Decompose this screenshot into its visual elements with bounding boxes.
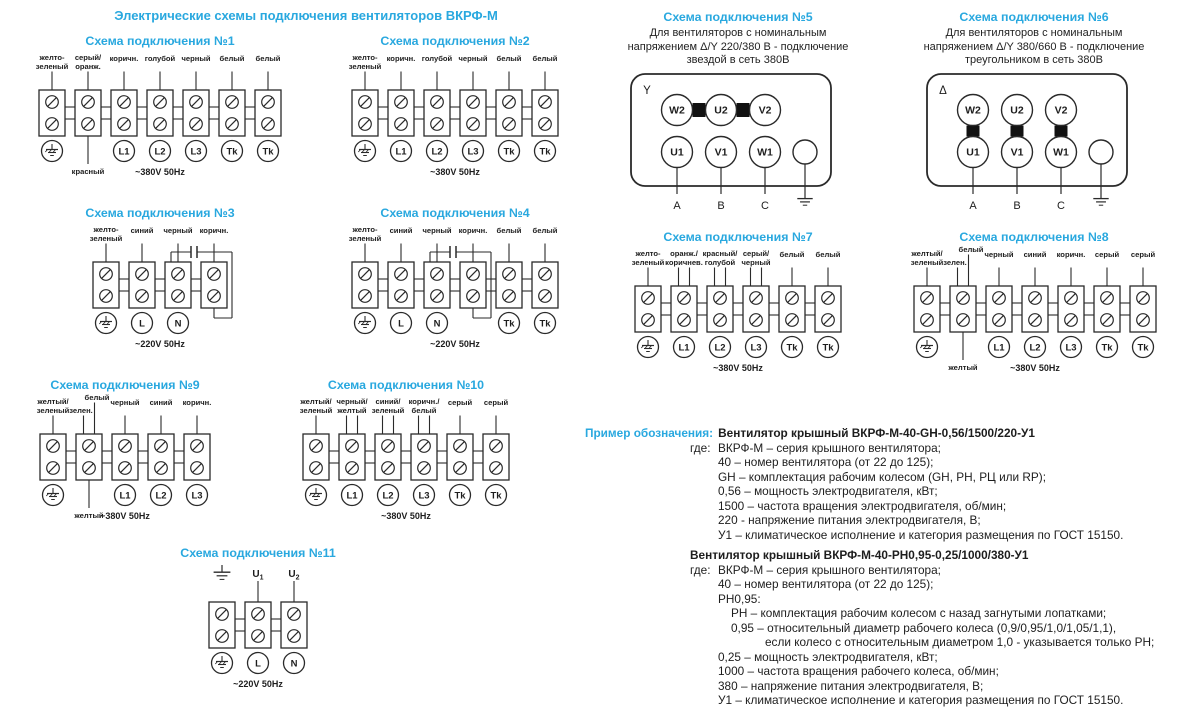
terminal-label: L1 xyxy=(993,342,1005,354)
terminal-label: L2 xyxy=(382,490,394,502)
wire-label: желто- xyxy=(352,53,378,62)
wire-label: черный/ xyxy=(336,397,368,406)
wire-label: черный xyxy=(163,226,193,235)
wire-label: белый xyxy=(779,250,805,259)
scheme-4-svg xyxy=(324,222,586,358)
scheme-6 xyxy=(886,10,1182,220)
voltage-label: ~220V 50Hz xyxy=(135,339,185,349)
example-line-text: 220 - напряжение питания электродвигателя, В; xyxy=(718,513,981,527)
scheme-9-diagram xyxy=(0,394,250,530)
example-line xyxy=(585,577,1184,592)
wire-label: желто- xyxy=(39,53,65,62)
wire-label: черный xyxy=(181,54,211,63)
scheme-9-svg xyxy=(12,394,238,530)
wire-label: белый xyxy=(411,406,437,415)
jumper-bar xyxy=(1011,125,1024,136)
terminal-label: L xyxy=(139,318,145,330)
motor-terminal-label: U2 xyxy=(1010,104,1024,116)
example-line xyxy=(585,679,1184,694)
example-line-text: GH – комплектация рабочим колесом (GH, РН, РЦ или RP); xyxy=(718,469,1046,484)
wire-label: желтый xyxy=(337,406,367,415)
example-1-lines xyxy=(585,441,1184,543)
wire-label: желтый/ xyxy=(911,249,943,258)
motor-terminal-box xyxy=(631,74,831,186)
designation-example xyxy=(585,426,1184,708)
scheme-9 xyxy=(0,378,250,530)
wire-label: оранж./ xyxy=(670,249,698,258)
terminal-label: Tk xyxy=(454,490,466,502)
wire-label: белый xyxy=(532,54,558,63)
example-2-title: Вентилятор крышный ВКРФ-М-40-РН0,95-0,25/1000/380-У1 xyxy=(690,548,1029,562)
jumper-bar xyxy=(737,103,750,117)
terminal-label: Tk xyxy=(1101,342,1113,354)
scheme-1-diagram xyxy=(8,50,312,186)
voltage-label: ~380V 50Hz xyxy=(430,167,480,177)
motor-terminal-label: V2 xyxy=(1054,104,1068,116)
motor-terminal-label: W2 xyxy=(965,104,981,116)
example-line xyxy=(585,455,1184,470)
scheme-2-title: Схема подключения №2 xyxy=(380,34,530,48)
motor-terminal-label: U2 xyxy=(714,104,728,116)
terminal-label: L3 xyxy=(190,146,202,158)
scheme-8-svg xyxy=(886,246,1184,382)
example-line-text: если колесо с относительным диаметром 1,0 - указывается только РН; xyxy=(765,635,1155,649)
scheme-6-svg xyxy=(889,70,1179,220)
example-line-prefix: где: xyxy=(690,440,711,455)
example-line xyxy=(585,693,1184,708)
wire-label: желто- xyxy=(93,225,119,234)
wire-label: белый xyxy=(84,394,110,402)
example-1-title: Вентилятор крышный ВКРФ-М-40-GH-0,56/1500/220-У1 xyxy=(718,426,1035,440)
wire-label: голубой xyxy=(421,54,453,63)
scheme-2 xyxy=(312,34,598,186)
scheme-6-diagram xyxy=(886,70,1182,220)
ground-terminal-icon xyxy=(306,485,327,506)
wire-label: желто- xyxy=(352,225,378,234)
terminal-label: L1 xyxy=(119,490,131,502)
subtitle-line: напряжением Δ/Y 220/380 В - подключение xyxy=(627,40,849,53)
wire-label: зеленый xyxy=(36,406,70,415)
example-line xyxy=(585,664,1184,679)
terminal-label: L xyxy=(398,318,404,330)
terminal-label: L1 xyxy=(346,490,358,502)
motor-terminal-label: U1 xyxy=(966,146,980,158)
example-line xyxy=(585,606,1184,621)
terminal-circle-unlabeled xyxy=(793,140,817,164)
ground-terminal-icon xyxy=(917,337,938,358)
scheme-7-title: Схема подключения №7 xyxy=(663,230,813,244)
scheme-7 xyxy=(590,230,886,382)
example-line xyxy=(585,650,1184,665)
scheme-7-diagram xyxy=(590,246,886,382)
terminal-circle-unlabeled xyxy=(1089,140,1113,164)
scheme-9-title: Схема подключения №9 xyxy=(50,378,200,392)
wire-label: зеленый xyxy=(631,258,665,267)
wire-label: зеленый xyxy=(299,406,333,415)
scheme-3 xyxy=(8,206,312,358)
terminal-label: Tk xyxy=(226,146,238,158)
example-2-lines xyxy=(585,563,1184,708)
example-row-1 xyxy=(585,426,1184,441)
wire-label: красный xyxy=(71,167,105,176)
example-line xyxy=(585,528,1184,543)
example-line-text: РН0,95: xyxy=(718,591,761,606)
scheme-5-svg xyxy=(593,70,883,220)
scheme-2-svg xyxy=(324,50,586,186)
jumper-bar xyxy=(967,125,980,136)
scheme-5 xyxy=(590,10,886,220)
example-line-text: ВКРФ-М – серия крышного вентилятора; xyxy=(718,440,941,455)
wire-label: синий xyxy=(149,398,173,407)
example-line-text: РН – комплектация рабочим колесом с назад загнутыми лопатками; xyxy=(731,606,1107,620)
example-line xyxy=(585,513,1184,528)
wire-label: белый xyxy=(255,54,281,63)
wire-label: желтый xyxy=(74,511,104,520)
scheme-8 xyxy=(886,230,1182,382)
motor-terminal-label: W1 xyxy=(1053,146,1069,158)
terminal-label: L2 xyxy=(1029,342,1041,354)
wire-label: белый xyxy=(815,250,841,259)
example-line-prefix: где: xyxy=(690,562,711,577)
motor-terminal-label: W1 xyxy=(757,146,773,158)
scheme-11-title: Схема подключения №11 xyxy=(180,546,336,560)
wire-label: желтый/ xyxy=(300,397,332,406)
wire-label: синий xyxy=(389,226,413,235)
scheme-10 xyxy=(268,378,544,530)
phase-label: B xyxy=(1013,199,1021,212)
wire-label: черный xyxy=(422,226,452,235)
wire-label: $U_2$ xyxy=(288,569,300,582)
terminal-label: Tk xyxy=(1137,342,1149,354)
terminal-label: Tk xyxy=(539,318,551,330)
wire-label: желто- xyxy=(635,249,661,258)
page-title: Электрические схемы подключения вентиляторов ВКРФ-М xyxy=(114,8,498,23)
voltage-label: ~380V 50Hz xyxy=(713,363,763,373)
wire-label: голубой xyxy=(144,54,176,63)
voltage-label: ~220V 50Hz xyxy=(430,339,480,349)
example-line-text: 40 – номер вентилятора (от 22 до 125); xyxy=(718,577,934,591)
voltage-label: ~220V 50Hz xyxy=(233,679,283,689)
example-line xyxy=(585,441,1184,456)
terminal-label: Tk xyxy=(503,318,515,330)
wire-label: белый xyxy=(219,54,245,63)
wire-label: зелен. xyxy=(69,406,93,415)
terminal-label: L xyxy=(255,658,261,670)
wire-label: оранж. xyxy=(75,62,101,71)
terminal-label: Tk xyxy=(539,146,551,158)
wire-label: белый xyxy=(496,54,522,63)
terminal-label: N xyxy=(290,658,298,670)
example-line-text: 40 – номер вентилятора (от 22 до 125); xyxy=(718,455,934,469)
example-line xyxy=(585,621,1184,636)
motor-terminal-label: U1 xyxy=(670,146,684,158)
scheme-1-svg xyxy=(11,50,309,186)
wire-label: коричнев. xyxy=(665,258,703,267)
motor-terminal-label: V1 xyxy=(1010,146,1024,158)
wire-label: черный xyxy=(110,398,140,407)
terminal-label: N xyxy=(174,318,182,330)
terminal-label: L3 xyxy=(467,146,479,158)
wire-label: белый xyxy=(958,246,984,254)
phase-label: C xyxy=(1057,199,1065,212)
wire-label: белый xyxy=(496,226,522,235)
ground-terminal-icon xyxy=(43,485,64,506)
wire-label: коричн. xyxy=(1056,250,1086,259)
voltage-label: ~380V 50Hz xyxy=(100,511,150,521)
example-line-text: У1 – климатическое исполнение и категория размещения по ГОСТ 15150. xyxy=(718,527,1124,542)
wire-label: зеленый xyxy=(348,234,382,243)
wire-label: зеленый xyxy=(348,62,382,71)
scheme-1-title: Схема подключения №1 xyxy=(85,34,235,48)
motor-terminal-box xyxy=(927,74,1127,186)
wire-label: зеленый xyxy=(371,406,405,415)
voltage-label: ~380V 50Hz xyxy=(1010,363,1060,373)
scheme-11-svg xyxy=(181,562,335,698)
terminal-label: L1 xyxy=(118,146,130,158)
wire-label: серый xyxy=(483,398,509,407)
scheme-3-title: Схема подключения №3 xyxy=(85,206,235,220)
wire-label: коричн. xyxy=(199,226,229,235)
terminal-label: Tk xyxy=(503,146,515,158)
ground-terminal-icon xyxy=(355,141,376,162)
example-line-text: 1000 – частота вращения рабочего колеса, об/мин; xyxy=(718,664,999,678)
example-line-text: 0,25 – мощность электродвигателя, кВт; xyxy=(718,649,938,664)
scheme-4-diagram xyxy=(312,222,598,358)
terminal-label: L2 xyxy=(431,146,443,158)
scheme-3-svg xyxy=(65,222,255,358)
wire-label: $U_1$ xyxy=(252,569,264,582)
wire-label: синий xyxy=(130,226,154,235)
example-line-text: У1 – климатическое исполнение и категория размещения по ГОСТ 15150. xyxy=(718,693,1124,707)
scheme-5-title: Схема подключения №5 xyxy=(663,10,813,24)
ground-terminal-icon xyxy=(96,313,117,334)
wire-label: синий/ xyxy=(375,397,401,406)
wire-label: желтый xyxy=(948,363,978,372)
phase-label: B xyxy=(717,199,725,212)
example-line xyxy=(585,499,1184,514)
wire-label: серый xyxy=(1094,250,1120,259)
wire-label: зеленый xyxy=(35,62,69,71)
ground-terminal-icon xyxy=(212,653,233,674)
wire-label: коричн. xyxy=(458,226,488,235)
terminal-label: L3 xyxy=(418,490,430,502)
subtitle-line: напряжением Δ/Y 380/660 В - подключение xyxy=(923,40,1145,53)
ground-terminal-icon xyxy=(638,337,659,358)
terminal-label: Tk xyxy=(262,146,274,158)
scheme-1 xyxy=(8,34,312,186)
wire-label: зелен. xyxy=(943,258,967,267)
subtitle-line: звездой в сеть 380В xyxy=(686,54,790,66)
scheme-4 xyxy=(312,206,598,358)
winding-type-label: Y xyxy=(643,84,651,97)
wire-label: коричн./ xyxy=(408,397,440,406)
wire-label: коричн. xyxy=(109,54,139,63)
wire-label: серый/ xyxy=(742,249,770,258)
example-line xyxy=(585,484,1184,499)
wire-label: серый xyxy=(447,398,473,407)
terminal-label: L3 xyxy=(1065,342,1077,354)
wire-label: желтый/ xyxy=(37,397,69,406)
example-line xyxy=(585,470,1184,485)
wire-label: зеленый xyxy=(89,234,123,243)
terminal-label: Tk xyxy=(822,342,834,354)
scheme-11-diagram xyxy=(128,562,388,698)
ground-terminal-icon xyxy=(355,313,376,334)
jumper-bar xyxy=(1055,125,1068,136)
scheme-8-title: Схема подключения №8 xyxy=(959,230,1109,244)
winding-type-label: Δ xyxy=(939,84,947,97)
scheme-10-diagram xyxy=(268,394,544,530)
example-line-text: 0,56 – мощность электродвигателя, кВт; xyxy=(718,484,938,498)
wire-label: коричн. xyxy=(182,398,212,407)
terminal-label: L2 xyxy=(154,146,166,158)
scheme-10-title: Схема подключения №10 xyxy=(327,378,485,392)
scheme-3-diagram xyxy=(8,222,312,358)
example-line-text: 380 – напряжение питания электродвигателя, В; xyxy=(718,678,984,693)
voltage-label: ~380V 50Hz xyxy=(135,167,185,177)
terminal-label: L3 xyxy=(191,490,203,502)
scheme-8-diagram xyxy=(886,246,1182,382)
subtitle-line: Для вентиляторов с номинальным xyxy=(649,27,827,39)
terminal-label: L2 xyxy=(714,342,726,354)
motor-terminal-label: W2 xyxy=(669,104,685,116)
wire-label: голубой xyxy=(704,258,736,267)
example-line xyxy=(585,563,1184,578)
voltage-label: ~380V 50Hz xyxy=(381,511,431,521)
wire-label: белый xyxy=(532,226,558,235)
scheme-5-subtitle xyxy=(590,27,886,68)
example-line-text: ВКРФ-М – серия крышного вентилятора; xyxy=(718,562,941,577)
jumper-bar xyxy=(693,103,706,117)
terminal-label: Tk xyxy=(786,342,798,354)
subtitle-line: треугольником в сеть 380В xyxy=(964,54,1103,66)
subtitle-line: Для вентиляторов с номинальным xyxy=(945,27,1123,39)
terminal-label: L1 xyxy=(678,342,690,354)
scheme-7-svg xyxy=(607,246,869,382)
example-line xyxy=(585,635,1184,650)
example-label: Пример обозначения: xyxy=(585,426,714,440)
motor-terminal-label: V1 xyxy=(714,146,728,158)
scheme-6-title: Схема подключения №6 xyxy=(959,10,1109,24)
terminal-label: N xyxy=(433,318,441,330)
wire-label: коричн. xyxy=(386,54,416,63)
example-line-text: 0,95 – относительный диаметр рабочего колеса (0,9/0,95/1,0/1,05/1,1), xyxy=(731,620,1117,635)
terminal-label: Tk xyxy=(490,490,502,502)
wire-label: синий xyxy=(1023,250,1047,259)
wire-label: черный xyxy=(458,54,488,63)
scheme-4-title: Схема подключения №4 xyxy=(380,206,530,220)
phase-label: A xyxy=(673,199,681,212)
terminal-label: L1 xyxy=(395,146,407,158)
scheme-2-diagram xyxy=(312,50,598,186)
wire-label: черный xyxy=(984,250,1014,259)
wire-label: черный xyxy=(741,258,771,267)
phase-label: A xyxy=(969,199,977,212)
wire-label: красный/ xyxy=(702,249,738,258)
motor-terminal-label: V2 xyxy=(758,104,772,116)
wire-label: серый/ xyxy=(74,53,102,62)
terminal-label: L3 xyxy=(750,342,762,354)
wire-label: зеленый xyxy=(910,258,944,267)
example-line xyxy=(585,592,1184,607)
scheme-11 xyxy=(128,546,388,698)
scheme-5-diagram xyxy=(590,70,886,220)
scheme-6-subtitle xyxy=(886,27,1182,68)
phase-label: C xyxy=(761,199,769,212)
scheme-10-svg xyxy=(275,394,537,530)
wire-label: серый xyxy=(1130,250,1156,259)
terminal-label: L2 xyxy=(155,490,167,502)
example-line-text: 1500 – частота вращения электродвигателя, об/мин; xyxy=(718,498,1007,513)
ground-terminal-icon xyxy=(42,141,63,162)
